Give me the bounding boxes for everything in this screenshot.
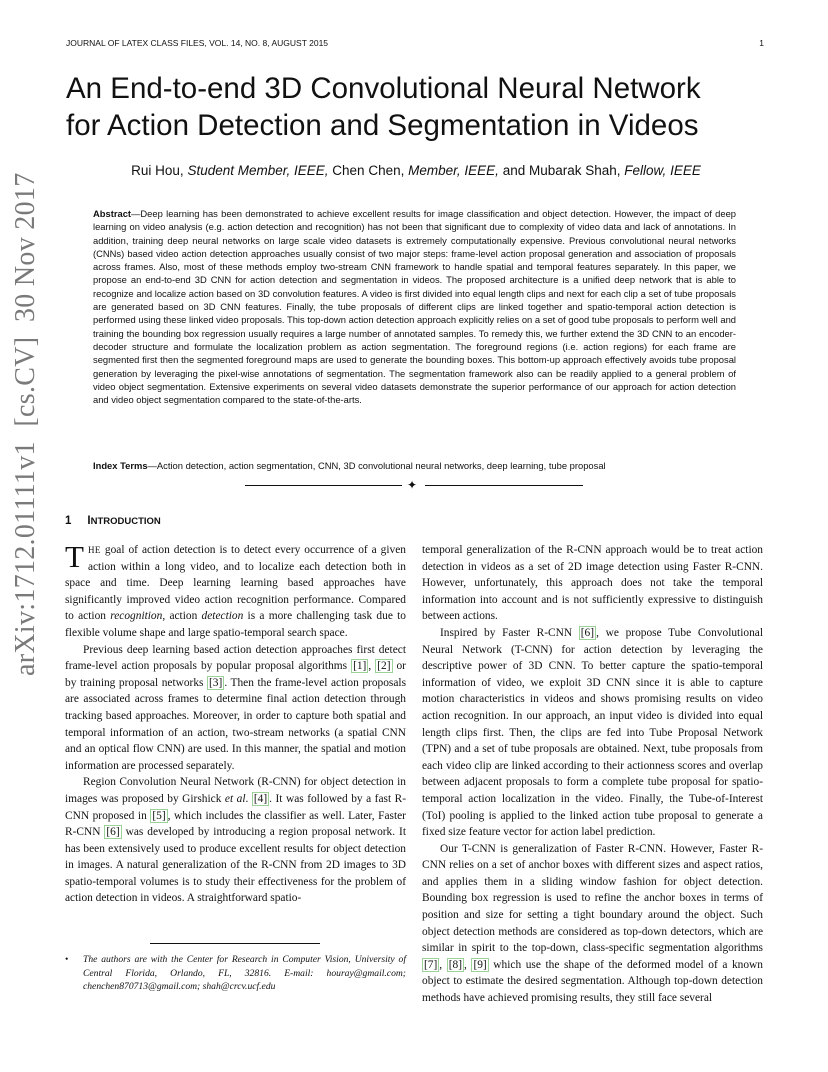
text-run: was developed by introducing a region proposal network. It has been extensively used to produce excellent results for object detection in images. A natural generalization of the R-CNN from 2D images to 3D spatio-temporal volumes is to study their effectiveness for the problem of action detection in videos. A straightforward spatio- xyxy=(65,826,406,905)
citation-link[interactable]: [3] xyxy=(209,676,223,689)
text-run: , we propose Tube Convolutional Neural Network (T-CNN) for action detection by leveraging the descriptive power of 3D CNN. To better capture the spatio-temporal information of video, we exploit 3D CNN since it is able to capture motion characteristics in videos and shows promising results on video action recognition. In our approach, an input video is divided into equal length clips first. Then, the clips are fed into Tube Proposal Network (TPN) and a set of tube proposals are obtained. Next, tube proposals from each video clip are linked according to their actionness scores and overlap between adjacent proposals to form a complete tube proposal for spatio-temporal action localization in the video. Finally, the Tube-of-Interest (ToI) pooling is applied to the linked action tube proposal to generate a fixed size feature vector for action label prediction. xyxy=(422,626,763,839)
text-run: is a more challenging task due to flexible volume shape and large spatio-temporal search space. xyxy=(65,610,407,639)
arxiv-stamp: arXiv:1712.01111v1 [cs.CV] 30 Nov 2017 xyxy=(10,172,41,676)
index-terms-text: —Action detection, action segmentation, CNN, 3D convolutional neural networks, deep learning, tube proposal xyxy=(147,460,606,471)
emphasis: detection xyxy=(201,610,244,623)
divider-left xyxy=(245,485,402,486)
citation-link[interactable]: [9] xyxy=(473,958,487,971)
left-column xyxy=(65,539,407,907)
text-run: , xyxy=(464,958,472,971)
drop-cap: T xyxy=(65,539,84,574)
abstract-text: —Deep learning has been demonstrated to achieve excellent results for image classification and object detection. However, the impact of deep learning on video analysis (e.g. action detection and recognition) has not been that significant due to complexity of video data and lack of annotations. In addition, training deep neural networks on large scale video datasets is extremely computationally expensive. Previous convolutional neural networks (CNNs) based video action detection approaches usually consist of two major steps: frame-level action proposal generation and association of proposals across frames. Also, most of these methods employ two-stream CNN framework to handle spatial and temporal features separately. In this paper, we propose an end-to-end 3D CNN for action detection and segmentation in videos. The proposed architecture is a unified deep network that is able to recognize and localize action based on 3D convolution features. A video is first divided into equal length clips and next for each clip a set of tube proposals are generated based on 3D CNN features. Finally, the tube proposals of different clips are linked together and spatio-temporal action detection is performed using these linked video proposals. This top-down action detection approach explicitly relies on a set of good tube proposals to perform well and training the bounding box regression usually requires a large number of annotated samples. To remedy this, we further extend the 3D CNN to an encoder-decoder structure and formulate the localization problem as action segmentation. The foreground regions (i.e. action regions) for each frame are segmented first then the segmented foreground maps are used to generate the bounding boxes. This bottom-up approach effectively avoids tube proposal generation by leveraging the pixel-wise annotations of segmentation. The segmentation framework also can be readily applied to a general problem of video object segmentation. Extensive experiments on several video datasets demonstrate the superior performance of our approach for action detection and video object segmentation compared to the state-of-the-arts. xyxy=(93,208,736,406)
text-run: Inspired by Faster R-CNN xyxy=(440,626,579,639)
author-line xyxy=(66,163,766,178)
index-terms xyxy=(93,460,736,471)
citation-link[interactable]: [4] xyxy=(253,792,268,805)
abstract xyxy=(93,207,736,406)
journal-info: JOURNAL OF LATEX CLASS FILES, VOL. 14, NO. 8, AUGUST 2015 xyxy=(66,38,329,48)
emphasis: et al xyxy=(224,792,246,805)
section-title-rest: NTRODUCTION xyxy=(90,516,161,527)
author-2-role: Member, IEEE, xyxy=(408,163,499,178)
paragraph xyxy=(65,539,407,642)
author-1-role: Student Member, IEEE, xyxy=(187,163,329,178)
paragraph: temporal generalization of the R-CNN approach would be to treat action detection in videos as a set of 2D image detection using Faster R-CNN. However, unfortunately, this approach does not take the temporal information into account and is not sufficiently expressive to distinguish between actions. xyxy=(422,544,763,623)
citation-link[interactable]: [5] xyxy=(152,809,166,822)
citation-link[interactable]: [7] xyxy=(424,958,438,971)
text-run: , which includes the classifier as well. Later, Faster R-CNN xyxy=(65,809,406,839)
text-run: or by training proposal networks xyxy=(65,660,406,689)
text-run: . Then the frame-level action proposals are associated across frames to determine final action detection through tracking based approaches. Moreover, in order to capture both spatial and temporal information of an action, two-stream networks (a spatial CNN and an optical flow CNN) are used. In this manner, the spatial and motion information are processed separately. xyxy=(65,676,406,772)
citation-link[interactable]: [6] xyxy=(106,826,120,839)
footnote-bullet: • xyxy=(65,954,69,965)
text-run: , xyxy=(439,958,447,971)
right-column xyxy=(422,542,763,1007)
text-run: . xyxy=(245,792,252,805)
page-number: 1 xyxy=(759,38,764,48)
footnote-rule xyxy=(150,943,320,944)
author-3-name: and Mubarak Shah, xyxy=(502,163,621,178)
paragraph xyxy=(422,625,763,841)
abstract-label: Abstract xyxy=(93,208,132,219)
text-run: Previous deep learning based action detection approaches first detect frame-level action proposals by popular proposal algorithms xyxy=(65,643,406,673)
author-3-role: Fellow, IEEE xyxy=(624,163,701,178)
footnote-text: The authors are with the Center for Research in Computer Vision, University of Central Florida, Orlando, FL, 32816. E-mail: houray@gmail.com; chenchen870713@gmail.com; shah@crcv.ucf.edu xyxy=(83,954,406,992)
section-title-initial: I xyxy=(87,515,91,527)
citation-link[interactable]: [1] xyxy=(353,660,367,673)
citation-link[interactable]: [6] xyxy=(580,626,595,639)
paragraph xyxy=(65,774,406,907)
citation-link[interactable]: [2] xyxy=(377,660,391,673)
text-run: Our T-CNN is generalization of Faster R-CNN. However, Faster R-CNN relies on a set of anchor boxes with different sizes and aspect ratios, and applies them in a sliding window fashion for object detection. Bounding box regression is used to refine the anchor boxes in terms of position and size for setting a tight boundary around the object. Such object detection methods are considered as top-down detectors, which are similar in spirit to the top-down, class-specific segmentation algorithms xyxy=(422,842,763,955)
smallcaps-word: HE xyxy=(87,545,101,555)
citation-link[interactable]: [8] xyxy=(448,958,463,971)
title-line-2: for Action Detection and Segmentation in Videos xyxy=(66,109,699,142)
section-heading xyxy=(65,515,161,527)
divider-right xyxy=(425,485,583,486)
text-run: , xyxy=(368,660,376,673)
divider-diamond: ✦ xyxy=(407,478,418,492)
text-run: . It was followed by a fast R-CNN proposed in xyxy=(65,792,407,822)
author-2-name: Chen Chen, xyxy=(332,163,405,178)
text-run: Region Convolution Neural Network (R-CNN) for object detection in images was proposed by Girshick xyxy=(65,776,406,805)
paragraph xyxy=(65,642,406,775)
title-line-1: An End-to-end 3D Convolutional Neural Network xyxy=(66,72,701,105)
section-number: 1 xyxy=(65,515,72,527)
text-run: goal of action detection is to detect every occurrence of a given action within a long video, and to localize each detection both in space and time. Deep learning learning based approaches have significantly improved video action recognition performance. Compared to action xyxy=(65,544,406,623)
text-run: which use the shape of the deformed model of a known object to estimate the desired segmentation. Although top-down detection methods have achieved promising results, they still face several xyxy=(422,958,763,1005)
emphasis: recognition xyxy=(110,610,163,623)
running-header xyxy=(66,38,766,50)
paper-title xyxy=(66,70,786,144)
text-run: , action xyxy=(162,610,202,623)
paragraph xyxy=(422,841,763,1007)
footnote xyxy=(65,953,406,994)
author-1-name: Rui Hou, xyxy=(131,163,184,178)
index-terms-label: Index Terms xyxy=(93,460,148,471)
